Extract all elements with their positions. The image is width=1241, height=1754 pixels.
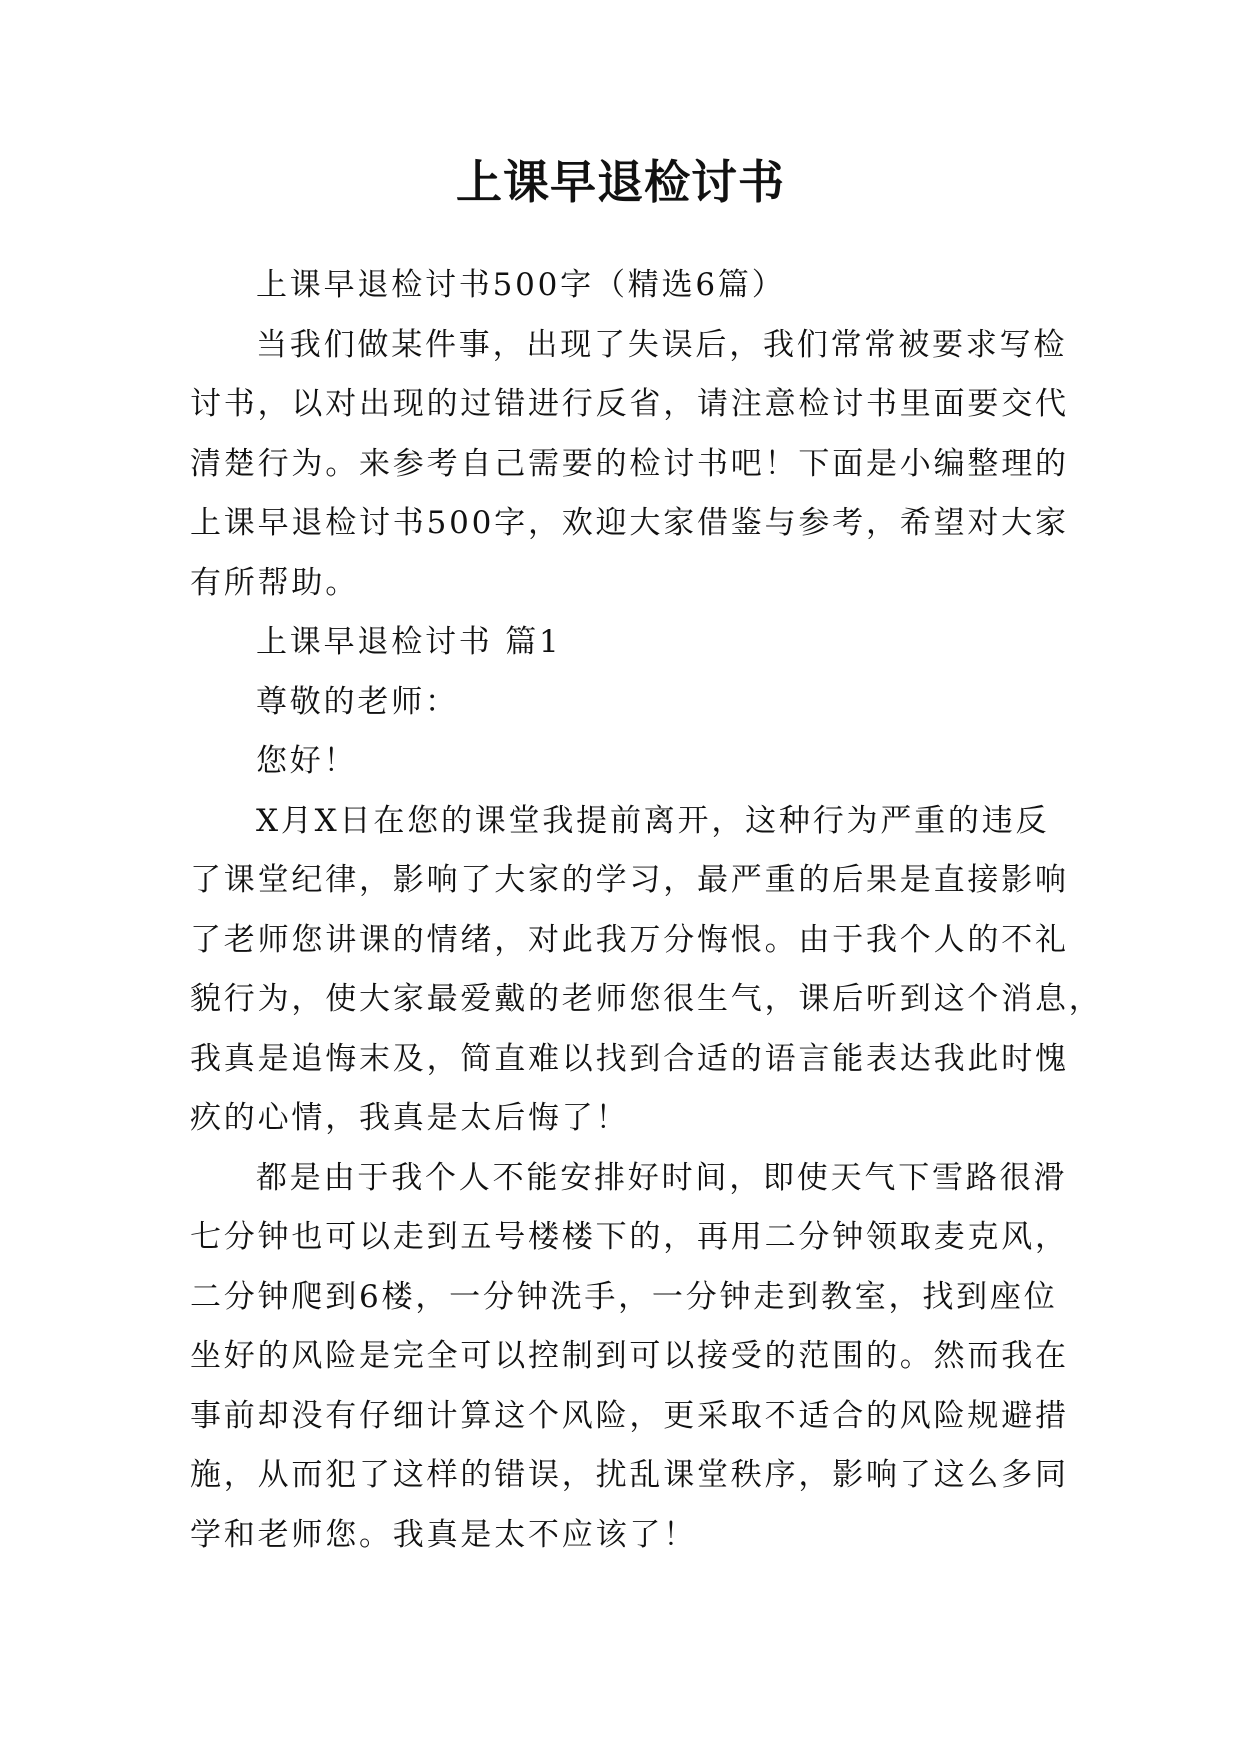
paragraph-line: 七分钟也可以走到五号楼楼下的，再用二分钟领取麦克风， <box>190 1219 1069 1255</box>
intro-line: 当我们做某件事，出现了失误后，我们常常被要求写检 <box>256 326 1068 363</box>
section-heading: 上课早退检讨书 篇1 <box>256 624 562 660</box>
intro-line: 讨书，以对出现的过错进行反省，请注意检讨书里面要交代 <box>190 386 1069 422</box>
paragraph-line: 了课堂纪律，影响了大家的学习，最严重的后果是直接影响 <box>190 862 1069 898</box>
greeting-line: 您好！ <box>256 743 358 779</box>
subtitle-line: 上课早退检讨书500字（精选6篇） <box>256 267 786 303</box>
paragraph-line: 二分钟爬到6楼，一分钟洗手，一分钟走到教室，找到座位 <box>190 1278 1058 1315</box>
paragraph-line: X月X日在您的课堂我提前离开，这种行为严重的违反 <box>256 802 1050 839</box>
intro-line: 上课早退检讨书500字，欢迎大家借鉴与参考，希望对大家 <box>190 505 1069 541</box>
paragraph-line: 施，从而犯了这样的错误，扰乱课堂秩序，影响了这么多同 <box>190 1457 1069 1493</box>
paragraph-line: 貌行为，使大家最爱戴的老师您很生气，课后听到这个消息， <box>190 981 1103 1017</box>
document-body <box>190 256 1103 1565</box>
paragraph-line: 我真是追悔末及，简直难以找到合适的语言能表达我此时愧 <box>190 1040 1069 1077</box>
paragraph-line: 都是由于我个人不能安排好时间，即使天气下雪路很滑 <box>256 1159 1068 1196</box>
paragraph-line: 事前却没有仔细计算这个风险，更采取不适合的风险规避措 <box>190 1397 1069 1434</box>
paragraph-line: 学和老师您。我真是太不应该了！ <box>190 1516 697 1553</box>
intro-line: 有所帮助。 <box>190 564 359 601</box>
paragraph-line: 坐好的风险是完全可以控制到可以接受的范围的。然而我在 <box>190 1338 1069 1374</box>
intro-line: 清楚行为。来参考自己需要的检讨书吧！下面是小编整理的 <box>190 445 1069 482</box>
document-title: 上课早退检讨书 <box>456 155 785 209</box>
paragraph-line: 了老师您讲课的情绪，对此我万分悔恨。由于我个人的不礼 <box>190 921 1069 958</box>
paragraph-line: 疚的心情，我真是太后悔了！ <box>190 1100 630 1136</box>
salutation-line: 尊敬的老师： <box>256 683 459 720</box>
